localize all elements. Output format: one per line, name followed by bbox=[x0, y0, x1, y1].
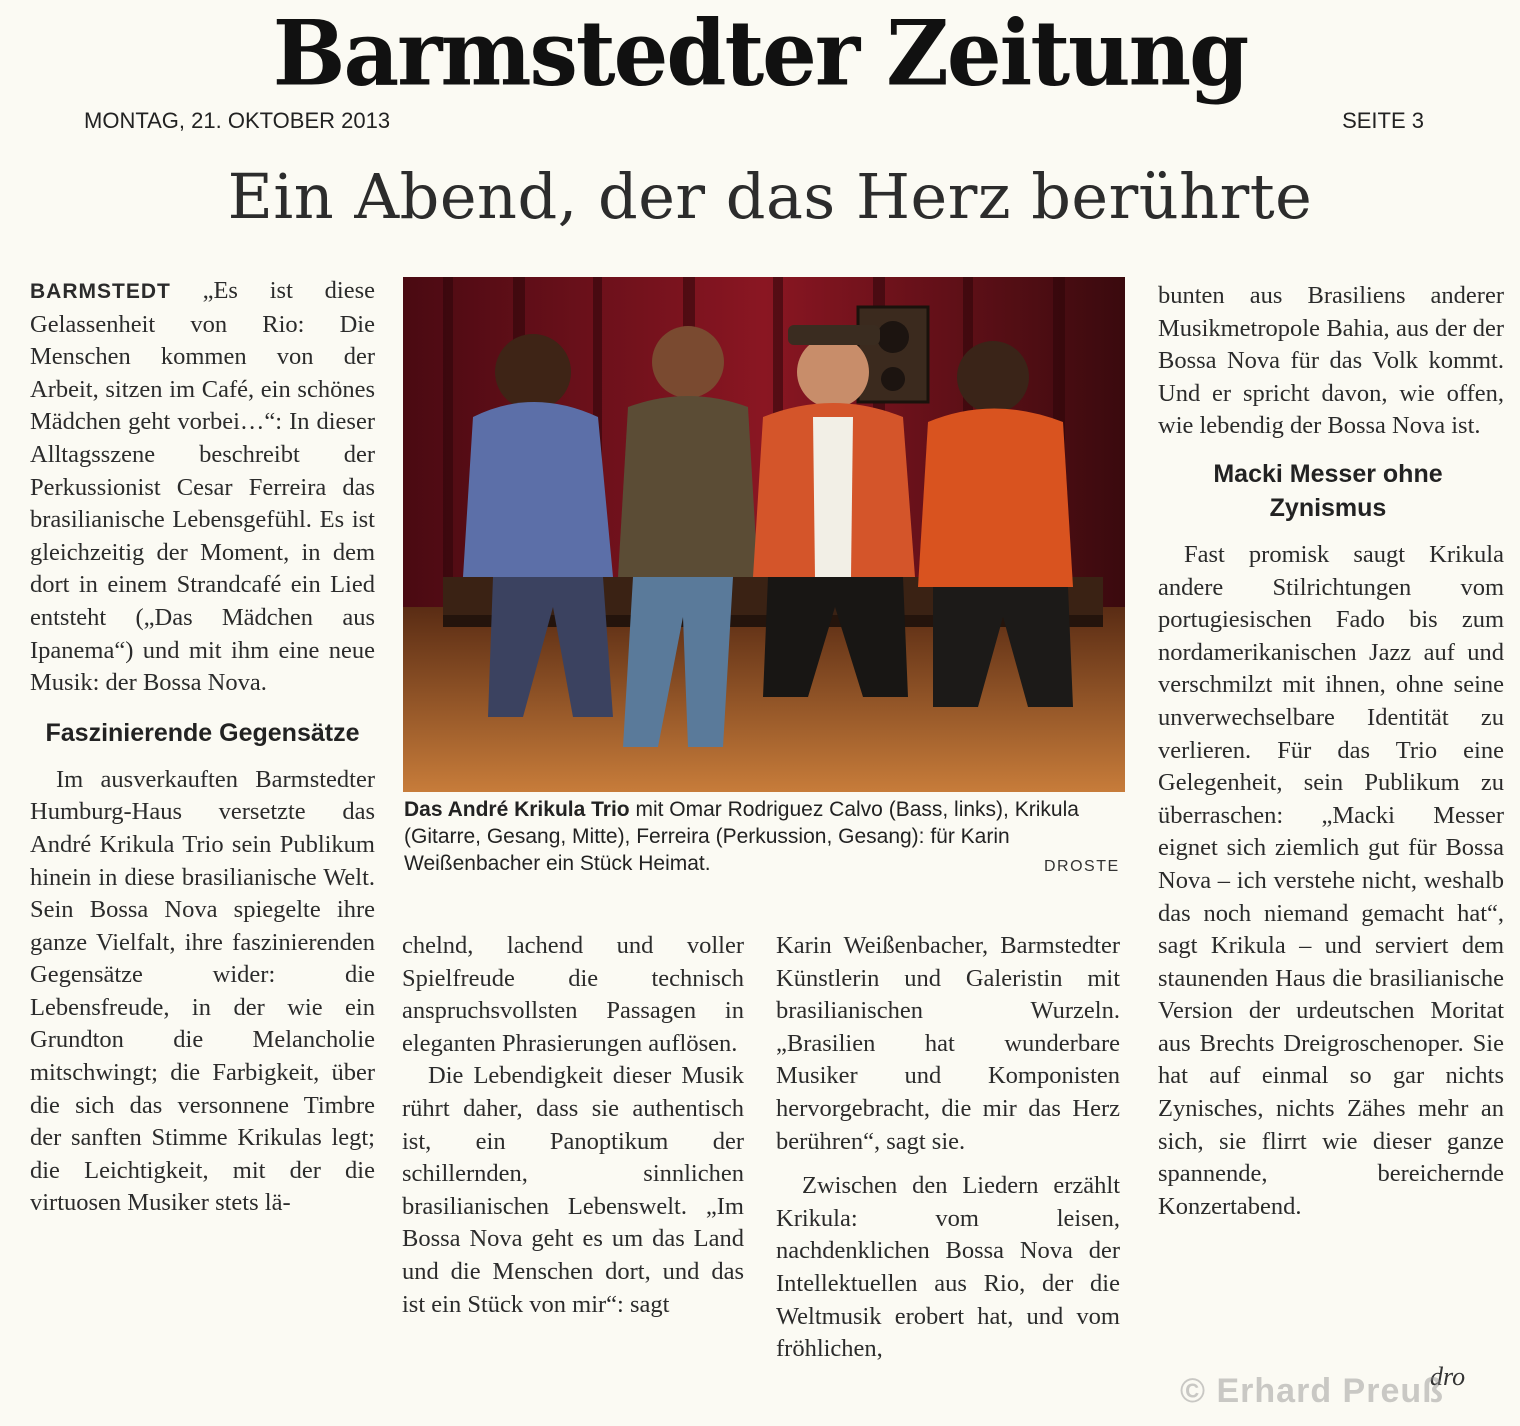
copyright-watermark: © Erhard Preuß bbox=[1180, 1372, 1444, 1410]
newspaper-logo: Barmstedter Zeitung bbox=[272, 0, 1248, 107]
masthead bbox=[0, 0, 1520, 110]
caption-lead: Das André Krikula Trio bbox=[404, 798, 630, 821]
dateline: MONTAG, 21. OKTOBER 2013 bbox=[84, 108, 391, 133]
subheading: Macki Messer ohne Zynismus bbox=[1213, 459, 1443, 522]
article-column-3 bbox=[776, 930, 1120, 1366]
page-number: SEITE 3 bbox=[1342, 108, 1424, 133]
article-paragraph: bunten aus Brasiliens anderer Musikmetropole Bahia, aus der der Bossa Nova für das Volk kommt. Und er spricht davon, wie offen, wie lebendig der Bossa Nova ist. bbox=[1158, 282, 1504, 440]
article-column-4 bbox=[1158, 280, 1504, 1223]
band-photo bbox=[403, 277, 1125, 792]
paragraph-text: „Es ist diese Gelassenheit von Rio: Die Menschen kommen von der Arbeit, sitzen im Café, ein schönes Mädchen geht vorbei…“: In dieser Alltagsszene beschreibt der Perkussionist Cesar Ferreira das brasilianische Lebensgefühl. Es ist gleichzeitig der Moment, in dem dort in einem Strandcafé ein Lied entsteht („Das Mädchen aus Ipanema“) und mit ihm eine neue Musik: der Bossa Nova. bbox=[30, 277, 375, 697]
headline: Ein Abend, der das Herz berührte bbox=[227, 160, 1313, 233]
article-paragraph: Zwischen den Liedern erzählt Krikula: vom leisen, nachdenklichen Bossa Nova der Intellektuellen aus Rio, der die Weltmusik erobert hat, und vom fröhlichen, bbox=[776, 1172, 1120, 1363]
photo-credit: DROSTE bbox=[1044, 858, 1120, 875]
author-signature: dro bbox=[1430, 1362, 1466, 1391]
article-paragraph: Im ausverkauften Barmstedter Humburg-Haus versetzte das André Krikula Trio sein Publikum hinein in diese brasilianische Welt. Sein Bossa Nova spiegelte ihre ganze Vielfalt, ihre faszinierenden Gegensätze wider: die Lebensfreude, in der wie ein Grundton die Melancholie mitschwingt; die Farbigkeit, über die sich das versonnene Timbre der sanften Stimme Krikulas legt; die Leichtigkeit, mit der die virtuosen Musiker stets lä- bbox=[30, 765, 375, 1217]
article-paragraph: chelnd, lachend und voller Spielfreude die technisch anspruchsvollsten Passagen in eleganten Phrasierungen auflösen. bbox=[402, 932, 744, 1057]
location-kicker: BARMSTEDT bbox=[30, 280, 171, 303]
band-photo-illustration bbox=[403, 277, 1125, 792]
article-column-2 bbox=[402, 930, 744, 1321]
article-paragraph: Karin Weißenbacher, Barmstedter Künstlerin und Galeristin mit brasilianischen Wurzeln. „Brasilien hat wunderbare Musiker und Komponisten hervorgebracht, die mir das Herz berühren“, sagt sie. bbox=[776, 932, 1120, 1155]
caption-text: mit Omar Rodriguez Calvo (Bass, links), Krikula (Gitarre, Gesang, Mitte), Ferreira (Perkussion, Gesang): für Karin Weißenbacher ein Stück Heimat. bbox=[404, 798, 1079, 875]
article-column-1 bbox=[30, 275, 375, 1220]
subheading: Faszinierende Gegensätze bbox=[45, 718, 360, 747]
article-paragraph bbox=[30, 275, 375, 700]
article-paragraph: Die Lebendigkeit dieser Musik rührt daher, dass sie authentisch ist, ein Panoptikum der schillernden, sinnlichen brasilianischen Lebenswelt. „Im Bossa Nova geht es um das Land und die Menschen dort, und das ist ein Stück von mir“: sagt bbox=[402, 1062, 744, 1318]
article-paragraph: Fast promisk saugt Krikula andere Stilrichtungen vom portugiesischen Fado bis zum nordamerikanischen Jazz auf und verschmilzt mit ihnen, ohne seine unverwechselbare Identität zu verlieren. Für das Trio eine Gelegenheit, sein Publikum zu überraschen: „Macki Messer eignet sich ziemlich gut für Bossa Nova – ich verstehe nicht, weshalb das noch niemand gemacht hat“, sagt Krikula – und serviert dem staunenden Haus die brasilianische Version der urdeutschen Moritat aus Brechts Dreigroschenoper. Sie hat auf einmal so gar nichts Zynisches, nichts Zähes mehr an sich, sie flirrt wie dieser ganze spannende, bereichernde Konzertabend. bbox=[1158, 540, 1504, 1220]
photo-caption bbox=[404, 796, 1124, 877]
